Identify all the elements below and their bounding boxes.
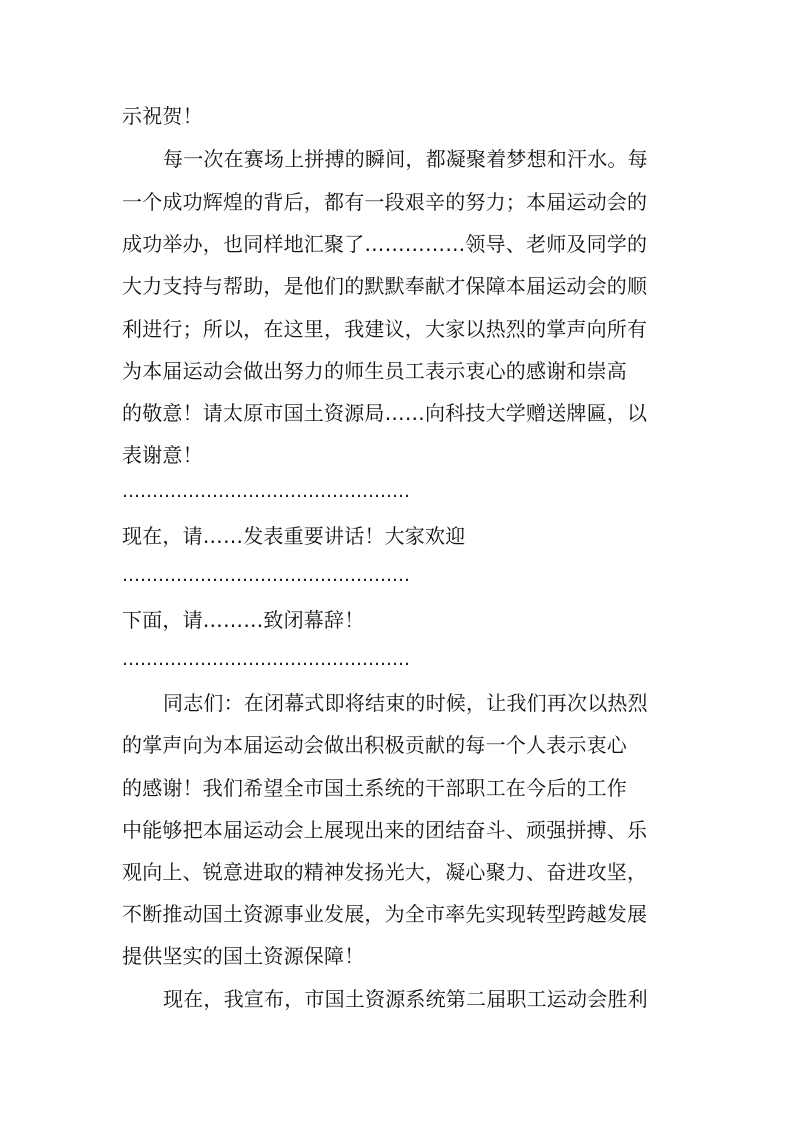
dotted-separator-3: …………………………………………	[122, 649, 410, 670]
paragraph-line-2: 一个成功辉煌的背后，都有一段艰辛的努力；本届运动会的	[122, 190, 648, 214]
closing-line-5: 观向上、锐意进取的精神发扬光大，凝心聚力、奋进攻坚，	[122, 860, 648, 884]
paragraph-line-4: 大力支持与帮助，是他们的默默奉献才保障本届运动会的顺	[122, 274, 648, 298]
paragraph-line-7: 的敬意！请太原市国土资源局……向科技大学赠送牌匾，以	[122, 401, 648, 425]
paragraph-line-5: 利进行；所以，在这里，我建议，大家以热烈的掌声向所有	[122, 317, 648, 341]
closing-line-6: 不断推动国土资源事业发展，为全市率先实现转型跨越发展	[122, 902, 648, 926]
dotted-separator-1: …………………………………………	[122, 481, 410, 502]
closing-line-4: 中能够把本届运动会上展现出来的团结奋斗、顽强拼搏、乐	[122, 818, 648, 842]
closing-line-3: 的感谢！我们希望全市国土系统的干部职工在今后的工作	[122, 776, 627, 800]
closing-line-1: 同志们：在闭幕式即将结束的时候，让我们再次以热烈	[163, 691, 648, 715]
dotted-separator-2: …………………………………………	[122, 565, 410, 586]
closing-line-7: 提供坚实的国土资源保障！	[122, 944, 365, 968]
paragraph-line-8: 表谢意！	[122, 443, 203, 467]
paragraph-line-1: 每一次在赛场上拼搏的瞬间，都凝聚着梦想和汗水。每	[163, 147, 648, 171]
announcement-closing: 下面，请………致闭幕辞！	[122, 608, 365, 632]
text-line-1: 示祝贺！	[122, 104, 203, 128]
paragraph-line-3: 成功举办，也同样地汇聚了……………领导、老师及同学的	[122, 232, 648, 256]
declaration-line: 现在，我宣布，市国土资源系统第二届职工运动会胜利	[163, 987, 648, 1011]
closing-line-2: 的掌声向为本届运动会做出积极贡献的每一个人表示衷心	[122, 733, 627, 757]
paragraph-line-6: 为本届运动会做出努力的师生员工表示衷心的感谢和崇高	[122, 359, 627, 383]
announcement-speech: 现在，请……发表重要讲话！大家欢迎	[122, 524, 466, 548]
